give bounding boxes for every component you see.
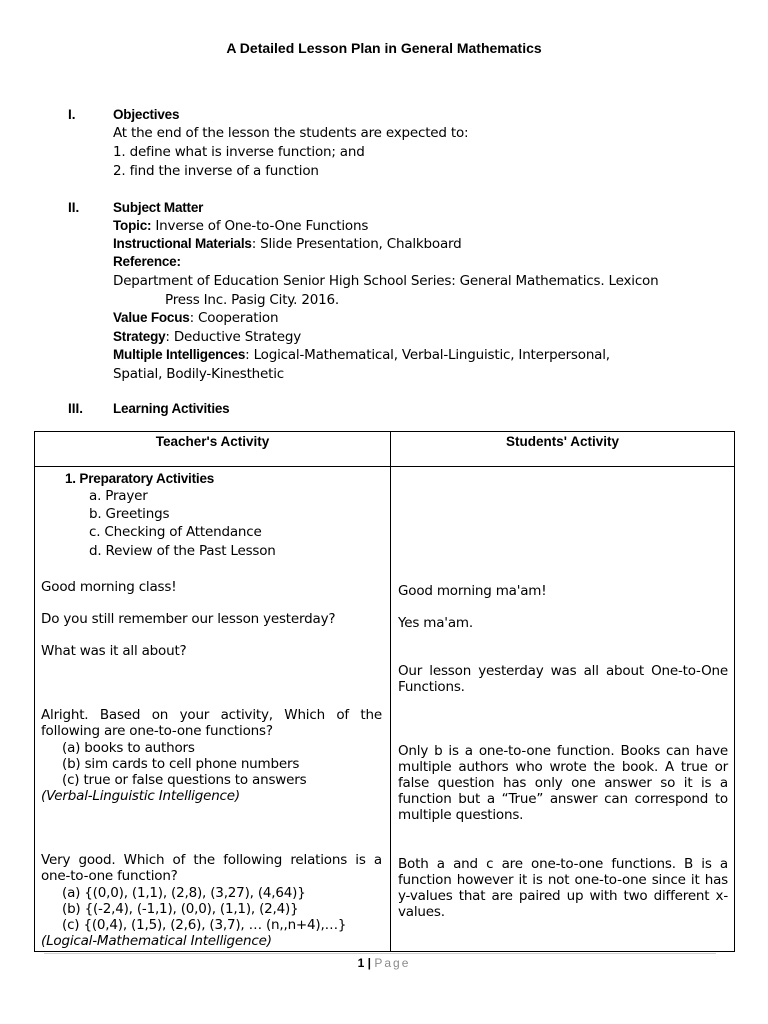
footer-divider bbox=[44, 953, 716, 954]
prep-item-prayer: a. Prayer bbox=[89, 488, 148, 504]
page-word: Page bbox=[374, 956, 411, 970]
students-answer-2: Both a and c are one-to-one functions. B is a function however it is not one-to-one since it has y-values that are paired up with two different x-values. bbox=[398, 856, 728, 920]
objective-item-1: 1. define what is inverse function; and bbox=[113, 144, 365, 160]
section-number-objectives: I. bbox=[68, 107, 76, 122]
topic-line bbox=[113, 218, 368, 234]
multiple-intelligences-line bbox=[113, 347, 610, 363]
q1-option-a: (a) books to authors bbox=[62, 740, 195, 756]
q1-intelligence-tag: (Verbal-Linguistic Intelligence) bbox=[41, 788, 240, 804]
topic-value: Inverse of One-to-One Functions bbox=[151, 218, 369, 234]
section-heading-objectives: Objectives bbox=[113, 107, 180, 122]
materials-value: : Slide Presentation, Chalkboard bbox=[251, 236, 462, 252]
table-header-students: Students' Activity bbox=[391, 432, 735, 467]
footer-separator: | bbox=[364, 956, 375, 970]
teacher-question-1: Alright. Based on your activity, Which of the following are one-to-one functions? bbox=[41, 707, 382, 739]
table-header-teacher: Teacher's Activity bbox=[35, 432, 391, 467]
reference-label: Reference bbox=[113, 254, 177, 269]
topic-label: Topic: bbox=[113, 218, 152, 233]
reference-text-line-2: Press Inc. Pasig City. 2016. bbox=[165, 292, 339, 308]
q2-intelligence-tag: (Logical-Mathematical Intelligence) bbox=[41, 933, 272, 949]
students-activity-cell bbox=[391, 467, 735, 952]
section-number-learning-activities: III. bbox=[68, 401, 84, 416]
teacher-question-2: Very good. Which of the following relations is a one-to-one function? bbox=[41, 852, 382, 884]
prep-item-greetings: b. Greetings bbox=[89, 506, 170, 522]
objectives-intro: At the end of the lesson the students are expected to: bbox=[113, 125, 469, 141]
multiple-intelligences-label: Multiple Intelligences bbox=[113, 347, 246, 362]
reference-line bbox=[113, 254, 181, 270]
learning-activities-table bbox=[34, 431, 735, 952]
section-number-subject-matter: II. bbox=[68, 200, 80, 215]
strategy-line bbox=[113, 329, 301, 345]
q1-option-b: (b) sim cards to cell phone numbers bbox=[62, 756, 300, 772]
strategy-label: Strategy bbox=[113, 329, 166, 344]
teacher-activity-cell bbox=[35, 467, 391, 952]
page-number: 1 bbox=[357, 956, 365, 970]
students-lesson-answer: Our lesson yesterday was all about One-to-One Functions. bbox=[398, 663, 728, 695]
teacher-greeting: Good morning class! bbox=[41, 579, 177, 595]
q2-option-b: (b) {(-2,4), (-1,1), (0,0), (1,1), (2,4)} bbox=[62, 901, 299, 917]
prep-item-review: d. Review of the Past Lesson bbox=[89, 543, 276, 559]
multiple-intelligences-value: : Logical-Mathematical, Verbal-Linguistic, Interpersonal, bbox=[245, 347, 610, 363]
objective-item-2: 2. find the inverse of a function bbox=[113, 163, 319, 179]
multiple-intelligences-line-2: Spatial, Bodily-Kinesthetic bbox=[113, 366, 284, 382]
page-footer bbox=[0, 956, 768, 970]
q2-option-c: (c) {(0,4), (1,5), (2,6), (3,7), … (n,,n+4),…} bbox=[62, 917, 347, 933]
value-focus-value: : Cooperation bbox=[189, 310, 279, 326]
value-focus-line bbox=[113, 310, 278, 326]
preparatory-heading: 1. Preparatory Activities bbox=[65, 471, 215, 486]
students-yes: Yes ma'am. bbox=[398, 615, 473, 631]
q2-option-a: (a) {(0,0), (1,1), (2,8), (3,27), (4,64)} bbox=[62, 885, 306, 901]
document-title: A Detailed Lesson Plan in General Mathematics bbox=[226, 40, 542, 56]
q1-option-c: (c) true or false questions to answers bbox=[62, 772, 307, 788]
materials-line bbox=[113, 236, 462, 252]
strategy-value: : Deductive Strategy bbox=[165, 329, 301, 345]
reference-text-line-1: Department of Education Senior High School Series: General Mathematics. Lexicon bbox=[113, 273, 659, 289]
value-focus-label: Value Focus bbox=[113, 310, 190, 325]
students-answer-1: Only b is a one-to-one function. Books can have multiple authors who wrote the book. A true or false question has only one answer so it is a function but a “True” answer can correspond to multiple questions. bbox=[398, 743, 728, 823]
reference-colon: : bbox=[176, 254, 181, 269]
materials-label: Instructional Materials bbox=[113, 236, 252, 251]
teacher-remember-question: Do you still remember our lesson yesterday? bbox=[41, 611, 336, 627]
students-greeting: Good morning ma'am! bbox=[398, 583, 547, 599]
section-heading-learning-activities: Learning Activities bbox=[113, 401, 230, 416]
prep-item-attendance: c. Checking of Attendance bbox=[89, 524, 262, 540]
section-heading-subject-matter: Subject Matter bbox=[113, 200, 204, 215]
teacher-about-question: What was it all about? bbox=[41, 643, 187, 659]
